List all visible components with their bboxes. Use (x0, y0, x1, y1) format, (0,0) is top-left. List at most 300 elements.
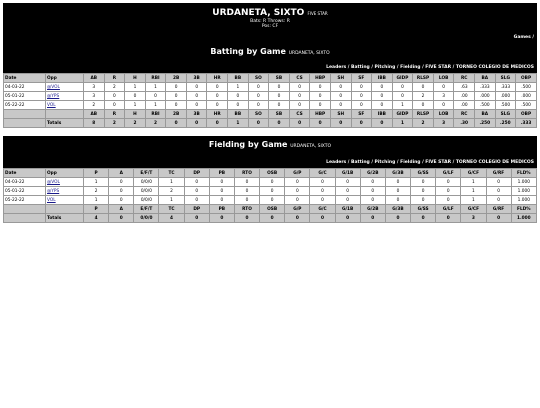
totals-cell: 0 (372, 119, 393, 128)
table-cell: 05-01-22 (4, 187, 46, 196)
table-cell: .00 (454, 92, 475, 101)
opponent-link[interactable] (46, 101, 84, 110)
table-cell: 0 (411, 196, 436, 205)
table-cell: 0 (385, 187, 410, 196)
opponent-link[interactable] (46, 178, 84, 187)
table-cell: 1 (159, 196, 184, 205)
table-cell: 0 (335, 178, 360, 187)
fielding-title: Fielding by Game (208, 140, 288, 149)
column-header: DP (184, 169, 209, 178)
table-cell: 0 (184, 178, 209, 187)
table-cell: 0 (310, 187, 335, 196)
column-header: TC (159, 169, 184, 178)
player-header (3, 3, 537, 62)
table-cell: 0 (351, 101, 372, 110)
table-cell: 2 (159, 187, 184, 196)
column-header: BA (474, 74, 495, 83)
table-row (4, 187, 537, 196)
table-cell: 0 (186, 83, 207, 92)
table-cell: 0 (335, 196, 360, 205)
table-cell: 0 (285, 178, 310, 187)
table-row (4, 196, 537, 205)
table-cell: 04-03-22 (4, 178, 46, 187)
opponent-link-text[interactable]: @YPS (47, 93, 60, 99)
footer-column-header: G/SS (411, 205, 436, 214)
table-cell: 2 (413, 92, 434, 101)
table-cell: 0 (310, 178, 335, 187)
table-cell: 1 (145, 101, 166, 110)
footer-column-header: G/3B (385, 205, 410, 214)
table-cell: 05-22-22 (4, 101, 46, 110)
table-cell: 0 (248, 83, 269, 92)
footer-header-row (4, 110, 537, 119)
totals-cell: 0 (260, 214, 285, 223)
blank-cell (46, 110, 84, 119)
footer-header-row (4, 205, 537, 214)
table-cell: 0 (184, 187, 209, 196)
opponent-link[interactable] (46, 196, 84, 205)
opponent-link-text[interactable]: VOL (47, 102, 56, 108)
table-cell: 05-22-22 (4, 196, 46, 205)
footer-column-header: SH (330, 110, 351, 119)
page (3, 3, 537, 223)
totals-cell: 0 (385, 214, 410, 223)
footer-column-header: SF (351, 110, 372, 119)
column-header: SH (330, 74, 351, 83)
footer-column-header: BB (228, 110, 249, 119)
bats-throws: Bats: R Throws: R (250, 19, 290, 24)
table-cell: 0 (310, 92, 331, 101)
column-header: Opp (46, 169, 84, 178)
opponent-link[interactable] (46, 187, 84, 196)
footer-column-header: RBI (145, 110, 166, 119)
table-cell: 0 (486, 178, 511, 187)
table-cell: 0 (330, 92, 351, 101)
table-cell: 0 (436, 187, 461, 196)
table-cell: 0 (330, 101, 351, 110)
totals-row (4, 119, 537, 128)
footer-column-header: GIDP (392, 110, 413, 119)
totals-cell: 0 (310, 119, 331, 128)
totals-row (4, 214, 537, 223)
table-cell: 1 (461, 196, 486, 205)
player-team: FIVE STAR (307, 11, 328, 16)
footer-column-header: A (109, 205, 134, 214)
table-cell: 0 (351, 83, 372, 92)
table-cell: 0 (310, 196, 335, 205)
footer-column-header: RLSP (413, 110, 434, 119)
column-header: LOB (433, 74, 454, 83)
column-header: Date (4, 169, 46, 178)
table-cell: 0 (166, 92, 187, 101)
table-cell: 0 (166, 83, 187, 92)
footer-column-header: HR (207, 110, 228, 119)
table-cell: 0 (104, 101, 125, 110)
table-cell: .63 (454, 83, 475, 92)
column-header: H (125, 74, 146, 83)
games-link[interactable]: Games / (513, 35, 534, 40)
table-cell: 0 (248, 101, 269, 110)
table-cell: .333 (474, 83, 495, 92)
footer-column-header: G/RF (486, 205, 511, 214)
column-header: G/3B (385, 169, 410, 178)
table-cell: 0 (486, 187, 511, 196)
totals-cell: 2 (145, 119, 166, 128)
totals-cell: 0 (166, 119, 187, 128)
table-cell: 0 (260, 187, 285, 196)
totals-cell: 1 (228, 119, 249, 128)
column-header: G/2B (360, 169, 385, 178)
table-cell: 0 (372, 83, 393, 92)
totals-cell: 2 (104, 119, 125, 128)
table-cell: .500 (495, 101, 516, 110)
table-cell: .000 (495, 92, 516, 101)
totals-cell: 0 (207, 119, 228, 128)
batting-title-line (3, 47, 537, 62)
table-cell: 1.000 (511, 196, 536, 205)
table-cell: 0/0/0 (134, 196, 159, 205)
blank-cell (4, 214, 46, 223)
footer-column-header: G/P (285, 205, 310, 214)
table-cell: 3 (84, 92, 105, 101)
footer-column-header: AB (84, 110, 105, 119)
table-cell: 0 (310, 101, 331, 110)
table-cell: 0 (385, 178, 410, 187)
footer-column-header: G/C (310, 205, 335, 214)
column-header: G/SS (411, 169, 436, 178)
footer-column-header: R (104, 110, 125, 119)
column-header: RBI (145, 74, 166, 83)
column-header: Date (4, 74, 46, 83)
totals-cell: 0 (411, 214, 436, 223)
table-cell: 0 (413, 83, 434, 92)
table-cell: 0 (433, 83, 454, 92)
footer-column-header: G/2B (360, 205, 385, 214)
footer-column-header: RTO (234, 205, 259, 214)
totals-cell: 0 (351, 119, 372, 128)
table-cell: 0 (145, 92, 166, 101)
batting-title: Batting by Game (210, 47, 286, 56)
footer-column-header: E/F/T (134, 205, 159, 214)
totals-cell: 0 (109, 214, 134, 223)
table-cell: 0 (209, 178, 234, 187)
column-header: 2B (166, 74, 187, 83)
totals-cell: .30 (454, 119, 475, 128)
column-header: HBP (310, 74, 331, 83)
player-name: URDANETA, SIXTO (212, 8, 305, 18)
table-cell: 0 (436, 178, 461, 187)
table-cell: 0 (186, 101, 207, 110)
table-cell: 0 (234, 178, 259, 187)
table-cell: 0 (310, 83, 331, 92)
opponent-link-text[interactable]: VOL (47, 197, 56, 203)
column-header: G/C (310, 169, 335, 178)
column-header: Opp (46, 74, 84, 83)
totals-cell: 0 (335, 214, 360, 223)
table-cell: 3 (84, 83, 105, 92)
fielding-table (3, 168, 537, 223)
table-cell: 2 (104, 83, 125, 92)
table-cell: 1.000 (511, 178, 536, 187)
table-cell: 1 (159, 178, 184, 187)
column-header: G/CF (461, 169, 486, 178)
column-header: G/1B (335, 169, 360, 178)
table-cell: 05-01-22 (4, 92, 46, 101)
table-cell: 0 (109, 187, 134, 196)
column-header: SF (351, 74, 372, 83)
totals-cell: 2 (125, 119, 146, 128)
fielding-subtitle: URDANETA, SIXTO (290, 144, 332, 149)
totals-cell: 0 (330, 119, 351, 128)
table-cell: 0 (335, 187, 360, 196)
blank-cell (4, 110, 46, 119)
fielding-title-line (3, 136, 537, 155)
table-cell: 04-03-22 (4, 83, 46, 92)
table-cell: 0 (372, 101, 393, 110)
column-header: A (109, 169, 134, 178)
table-cell: 0 (234, 187, 259, 196)
table-cell: 0 (411, 178, 436, 187)
table-cell: 1 (84, 178, 109, 187)
column-header: RC (454, 74, 475, 83)
table-cell: 0 (360, 187, 385, 196)
footer-column-header: IBB (372, 110, 393, 119)
table-cell: 0 (269, 92, 290, 101)
column-header: R (104, 74, 125, 83)
totals-cell: 0 (209, 214, 234, 223)
table-cell: 0 (486, 196, 511, 205)
table-row (4, 92, 537, 101)
table-cell: 0 (207, 83, 228, 92)
table-cell: 1.000 (511, 187, 536, 196)
column-header: AB (84, 74, 105, 83)
table-cell: 0 (372, 92, 393, 101)
footer-column-header: SLG (495, 110, 516, 119)
totals-cell: 3 (461, 214, 486, 223)
table-cell: .00 (454, 101, 475, 110)
table-cell: 0/0/0 (134, 187, 159, 196)
batting-table (3, 73, 537, 128)
table-cell: 0 (360, 196, 385, 205)
footer-column-header: SO (248, 110, 269, 119)
footer-column-header: OSB (260, 205, 285, 214)
column-header: OSB (260, 169, 285, 178)
fielding-nav[interactable]: Leaders / Batting / Pitching / Fielding / FIVE STAR / TORNEO COLEGIO DE MEDICOS (326, 160, 534, 165)
footer-column-header: PB (209, 205, 234, 214)
table-cell: 0 (285, 196, 310, 205)
column-header: SLG (495, 74, 516, 83)
footer-column-header: LOB (433, 110, 454, 119)
table-cell: 0 (207, 92, 228, 101)
table-cell: 0 (125, 92, 146, 101)
totals-cell: 0 (486, 214, 511, 223)
footer-column-header: DP (184, 205, 209, 214)
totals-cell: .250 (495, 119, 516, 128)
batting-nav[interactable]: Leaders / Batting / Pitching / Fielding / FIVE STAR / TORNEO COLEGIO DE MEDICOS (326, 65, 534, 70)
table-cell: 0 (234, 196, 259, 205)
totals-cell: 0/0/0 (134, 214, 159, 223)
table-cell: 0 (269, 83, 290, 92)
table-cell: 2 (84, 101, 105, 110)
table-cell: .500 (516, 101, 537, 110)
footer-column-header: BA (474, 110, 495, 119)
blank-cell (4, 205, 46, 214)
table-cell: .000 (474, 92, 495, 101)
table-cell: 3 (433, 92, 454, 101)
fielding-header-row (4, 169, 537, 178)
totals-cell: 0 (310, 214, 335, 223)
table-cell: 0 (285, 187, 310, 196)
totals-cell: 0 (269, 119, 290, 128)
footer-column-header: HBP (310, 110, 331, 119)
footer-column-header: P (84, 205, 109, 214)
totals-label: Totals (46, 214, 84, 223)
column-header: FLD% (511, 169, 536, 178)
table-cell: 0 (411, 187, 436, 196)
footer-column-header: 2B (166, 110, 187, 119)
player-name-line (3, 3, 537, 19)
column-header: SB (269, 74, 290, 83)
column-header: HR (207, 74, 228, 83)
table-cell: 1 (84, 196, 109, 205)
column-header: RLSP (413, 74, 434, 83)
column-header: SO (248, 74, 269, 83)
table-row (4, 83, 537, 92)
totals-cell: 0 (234, 214, 259, 223)
table-cell: 0 (360, 178, 385, 187)
column-header: PB (209, 169, 234, 178)
table-cell: 0 (228, 92, 249, 101)
table-cell: .000 (516, 92, 537, 101)
table-row (4, 101, 537, 110)
opponent-link[interactable] (46, 92, 84, 101)
table-cell: 0 (385, 196, 410, 205)
table-cell: 0 (228, 101, 249, 110)
column-header: G/LF (436, 169, 461, 178)
totals-cell: 0 (285, 214, 310, 223)
totals-cell: 0 (289, 119, 310, 128)
footer-column-header: G/LF (436, 205, 461, 214)
table-row (4, 178, 537, 187)
opponent-link-text[interactable]: @VOL (47, 179, 60, 185)
footer-column-header: FLD% (511, 205, 536, 214)
table-cell: 0 (413, 101, 434, 110)
footer-column-header: RC (454, 110, 475, 119)
table-cell: 1 (461, 187, 486, 196)
totals-cell: 2 (413, 119, 434, 128)
totals-cell: .250 (474, 119, 495, 128)
totals-cell: 4 (84, 214, 109, 223)
table-cell: 0 (289, 101, 310, 110)
fielding-header (3, 136, 537, 168)
table-cell: 0 (109, 196, 134, 205)
column-header: GIDP (392, 74, 413, 83)
table-cell: 0 (184, 196, 209, 205)
footer-column-header: G/CF (461, 205, 486, 214)
table-cell: 2 (84, 187, 109, 196)
table-cell: .500 (474, 101, 495, 110)
batting-subtitle: URDANETA, SIXTO (288, 51, 330, 56)
column-header: E/F/T (134, 169, 159, 178)
table-cell: 0 (351, 92, 372, 101)
column-header: P (84, 169, 109, 178)
column-header: BB (228, 74, 249, 83)
footer-column-header: H (125, 110, 146, 119)
table-cell: 0 (166, 101, 187, 110)
column-header: G/RF (486, 169, 511, 178)
batting-header-row (4, 74, 537, 83)
table-cell: 0 (260, 178, 285, 187)
totals-cell: 4 (159, 214, 184, 223)
table-cell: 1 (392, 101, 413, 110)
column-header: IBB (372, 74, 393, 83)
table-cell: 1 (461, 178, 486, 187)
totals-cell: 3 (433, 119, 454, 128)
totals-label: Totals (46, 119, 84, 128)
opponent-link[interactable] (46, 83, 84, 92)
table-cell: 0 (269, 101, 290, 110)
table-cell: 0 (392, 92, 413, 101)
table-cell: 0 (260, 196, 285, 205)
footer-column-header: 3B (186, 110, 207, 119)
totals-cell: 8 (84, 119, 105, 128)
table-cell: 0 (436, 196, 461, 205)
column-header: RTO (234, 169, 259, 178)
footer-column-header: SB (269, 110, 290, 119)
totals-cell: 1.000 (511, 214, 536, 223)
totals-cell: 0 (360, 214, 385, 223)
column-header: 3B (186, 74, 207, 83)
column-header: G/P (285, 169, 310, 178)
table-cell: 0 (289, 83, 310, 92)
table-cell: 1 (125, 83, 146, 92)
table-cell: 1 (125, 101, 146, 110)
table-cell: 0 (209, 187, 234, 196)
totals-cell: 0 (186, 119, 207, 128)
totals-cell: .333 (516, 119, 537, 128)
table-cell: 0 (392, 83, 413, 92)
table-cell: 0 (186, 92, 207, 101)
blank-cell (46, 205, 84, 214)
table-cell: 0/0/0 (134, 178, 159, 187)
footer-column-header: G/1B (335, 205, 360, 214)
table-cell: 0 (207, 101, 228, 110)
totals-cell: 0 (184, 214, 209, 223)
totals-cell: 1 (392, 119, 413, 128)
footer-column-header: OBP (516, 110, 537, 119)
footer-column-header: TC (159, 205, 184, 214)
table-cell: 0 (209, 196, 234, 205)
table-cell: 0 (330, 83, 351, 92)
table-cell: 0 (433, 101, 454, 110)
footer-column-header: CS (289, 110, 310, 119)
table-cell: 1 (145, 83, 166, 92)
table-cell: 0 (104, 92, 125, 101)
opponent-link-text[interactable]: @VOL (47, 84, 60, 90)
table-cell: 0 (109, 178, 134, 187)
opponent-link-text[interactable]: @YPS (47, 188, 60, 194)
blank-cell (4, 119, 46, 128)
totals-cell: 0 (248, 119, 269, 128)
table-cell: .333 (495, 83, 516, 92)
totals-cell: 0 (436, 214, 461, 223)
table-cell: 0 (248, 92, 269, 101)
table-cell: 1 (228, 83, 249, 92)
batting-nav-bar (3, 62, 537, 73)
position: Pos: CF (261, 24, 279, 29)
column-header: CS (289, 74, 310, 83)
table-cell: .500 (516, 83, 537, 92)
